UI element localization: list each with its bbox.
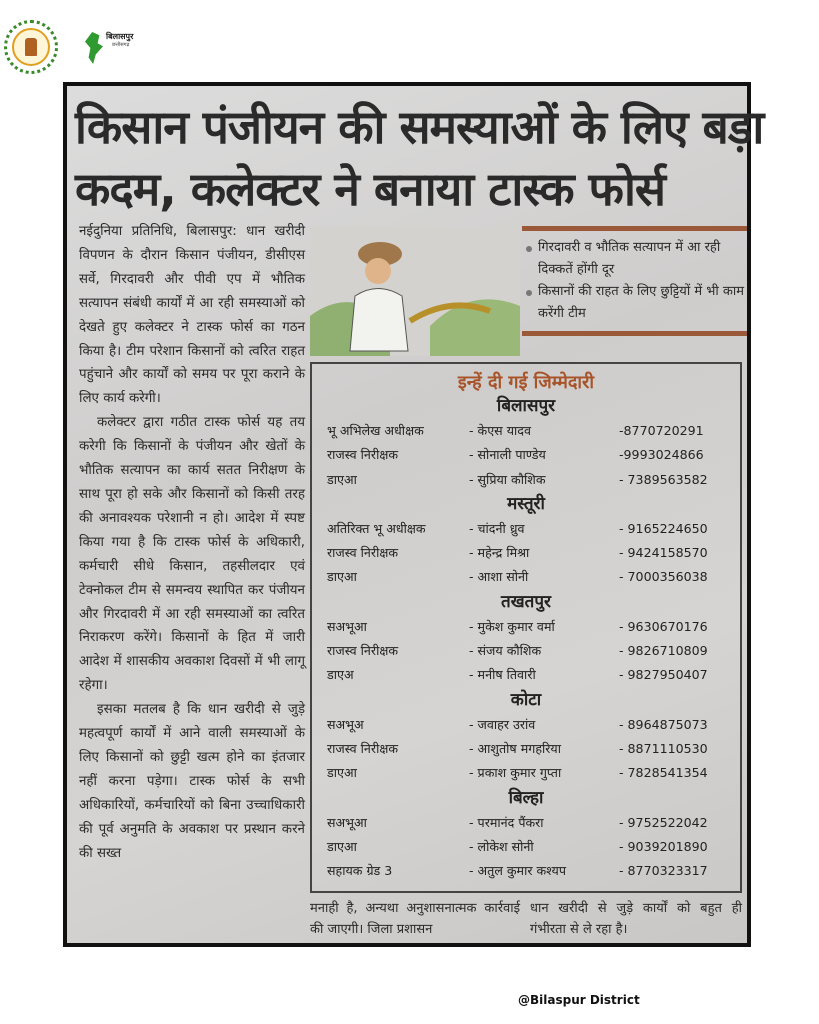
phone-number: - 8770323317 (619, 863, 708, 879)
section-heading: बिलासपुर (496, 396, 556, 416)
official-name: - संजय कौशिक (469, 643, 542, 659)
official-name: - प्रकाश कुमार गुप्ता (469, 765, 562, 781)
highlight-item: किसानों की राहत के लिए छुट्टियों में भी काम करेंगी टीम (538, 281, 747, 325)
state-map-icon (85, 32, 103, 64)
designation: अतिरिक्त भू अधीक्षक (327, 520, 426, 536)
phone-number: - 8871110530 (619, 740, 708, 756)
official-name: - लोकेश सोनी (469, 838, 534, 854)
designation: डाएअ (327, 667, 354, 683)
designation: राजस्व निरीक्षक (327, 447, 399, 463)
divider (522, 226, 747, 231)
headline-line-1: किसान पंजीयन की समस्याओं के लिए बड़ा (75, 100, 764, 154)
phone-number: -8770720291 (619, 423, 704, 438)
section-heading: मस्तूरी (507, 493, 545, 514)
district-logo-sub: छत्तीसगढ़ (112, 42, 130, 48)
responsibility-box (310, 362, 742, 893)
official-row (312, 468, 740, 492)
designation: सहायक ग्रेड 3 (327, 863, 393, 879)
section-heading: कोटा (510, 689, 542, 710)
official-name: - अतुल कुमार कश्यप (469, 863, 566, 879)
phone-number: - 7389563582 (619, 471, 708, 487)
responsibility-title: इन्हें दी गई जिम्मेदारी (457, 372, 595, 393)
section-heading: तखतपुर (501, 591, 551, 612)
footer-handle: @Bilaspur District (518, 993, 640, 1007)
section-heading: बिल्हा (508, 787, 544, 808)
paragraph-2: कलेक्टर द्वारा गठीत टास्क फोर्स यह तय करेगी कि किसानों के पंजीयन और खेतों के भौतिक सत्यापन का कार्य सतत निरीक्षण के साथ पूरा हो सके और किसानों को किसी तरह की अनावश्यक परेशानी न हो। आदेश में स्पष्ट किया गया है कि टास्क फोर्स के अधिकारी, कर्मचारी सीधे किसान, तहसीलदार एवं टेक्नोकल टीम से समन्वय स्थापित कर पंजीयन और गिरदावरी में आ रही समस्याओं का त्वरित निराकरण करेंगे। किसानों के हित में जारी आदेश में शासकीय अवकाश दिवसों में भी लागू रहेगा। (79, 415, 305, 694)
designation: सअभूअ (327, 716, 364, 732)
continuation-text: मनाही है, अन्यथा अनुशासनात्मक कार्रवाई की जाएगी। जिला प्रशासन (310, 901, 520, 937)
phone-number: - 9827950407 (619, 667, 708, 683)
official-row (312, 639, 740, 663)
official-row (312, 835, 740, 859)
farmer-illustration (310, 226, 520, 356)
article-body (79, 220, 305, 865)
official-name: - जवाहर उरांव (469, 716, 536, 732)
designation: डाएआ (327, 471, 357, 487)
official-name: - महेन्द्र मिश्रा (469, 545, 530, 561)
official-row (312, 615, 740, 639)
official-name: - आशुतोष मगहरिया (469, 740, 561, 756)
headline (75, 96, 764, 220)
designation: भू अभिलेख अधीक्षक (327, 423, 424, 438)
phone-number: -9993024866 (619, 447, 704, 463)
highlights (522, 226, 747, 336)
official-name: - मनीष तिवारी (469, 667, 536, 683)
district-logo-name: बिलासपुर (106, 32, 134, 41)
highlight-item: गिरदावरी व भौतिक सत्यापन में आ रही दिक्कतें होंगी दूर (538, 237, 747, 281)
designation: डाएआ (327, 569, 357, 585)
official-row (312, 517, 740, 541)
official-row (312, 541, 740, 565)
official-row (312, 443, 740, 467)
official-row (312, 419, 740, 443)
continuation-text: धान खरीदी से जुड़े कार्यों को बहुत ही गंभीरता से ले रहा है। (530, 901, 742, 937)
phone-number: - 9826710809 (619, 643, 708, 659)
official-row (312, 737, 740, 761)
phone-number: - 8964875073 (619, 716, 708, 732)
official-row (312, 663, 740, 687)
official-name: - सुप्रिया कौशिक (469, 471, 546, 487)
official-row (312, 761, 740, 785)
official-row (312, 811, 740, 835)
official-row (312, 859, 740, 883)
emblem-icon (25, 38, 37, 56)
official-row (312, 713, 740, 737)
newspaper-clipping (63, 82, 764, 947)
designation: राजस्व निरीक्षक (327, 643, 399, 659)
phone-number: - 9039201890 (619, 838, 708, 854)
official-name: - आशा सोनी (469, 569, 529, 585)
designation: सअभूआ (327, 618, 367, 634)
official-name: - केएस यादव (469, 423, 531, 438)
divider (522, 331, 747, 336)
headline-line-2: कदम, कलेक्टर ने बनाया टास्क फोर्स (75, 162, 666, 216)
designation: राजस्व निरीक्षक (327, 545, 399, 561)
official-name: - चांदनी ध्रुव (469, 520, 525, 536)
paragraph-3: इसका मतलब है कि धान खरीदी से जुड़े महत्वपूर्ण कार्यों में आने वाली समस्याओं के लिए किसानों को छुट्टी खत्म होने का इंतजार नहीं करना पड़ेगा। टास्क फोर्स के सभी अधिकारियों, कर्मचारियों को बिना उच्चाधिकारी की पूर्व अनुमति के अवकाश पर प्रस्थान करने की सख्त (79, 702, 305, 861)
official-name: - सोनाली पाण्डेय (469, 447, 546, 463)
phone-number: - 7828541354 (619, 765, 708, 781)
bilaspur-district-logo (85, 32, 133, 64)
designation: डाएआ (327, 765, 357, 781)
phone-number: - 9165224650 (619, 520, 708, 536)
chhattisgarh-govt-seal-logo (4, 20, 58, 74)
designation: राजस्व निरीक्षक (327, 740, 399, 756)
official-name: - परमानंद पैंकरा (469, 814, 544, 830)
paragraph-1: नईदुनिया प्रतिनिधि, बिलासपुर: धान खरीदी विपणन के दौरान किसान पंजीयन, डीसीएस सर्वे, गिरदावरी और पीवी एप में भौतिक सत्यापन संबंधी कार्यों में आ रही समस्याओं को देखते हुए कलेक्टर ने टास्क फोर्स का गठन किया है। टीम परेशान किसानों को त्वरित राहत पहुंचाने और कार्यों को समय पर पूरा कराने के लिए कार्य करेगी। (79, 224, 305, 407)
designation: डाएआ (327, 838, 357, 854)
phone-number: - 9630670176 (619, 618, 708, 634)
official-name: - मुकेश कुमार वर्मा (469, 618, 555, 634)
phone-number: - 9752522042 (619, 814, 708, 830)
designation: सअभूआ (327, 814, 367, 830)
phone-number: - 9424158570 (619, 545, 708, 561)
phone-number: - 7000356038 (619, 569, 708, 585)
official-row (312, 565, 740, 589)
